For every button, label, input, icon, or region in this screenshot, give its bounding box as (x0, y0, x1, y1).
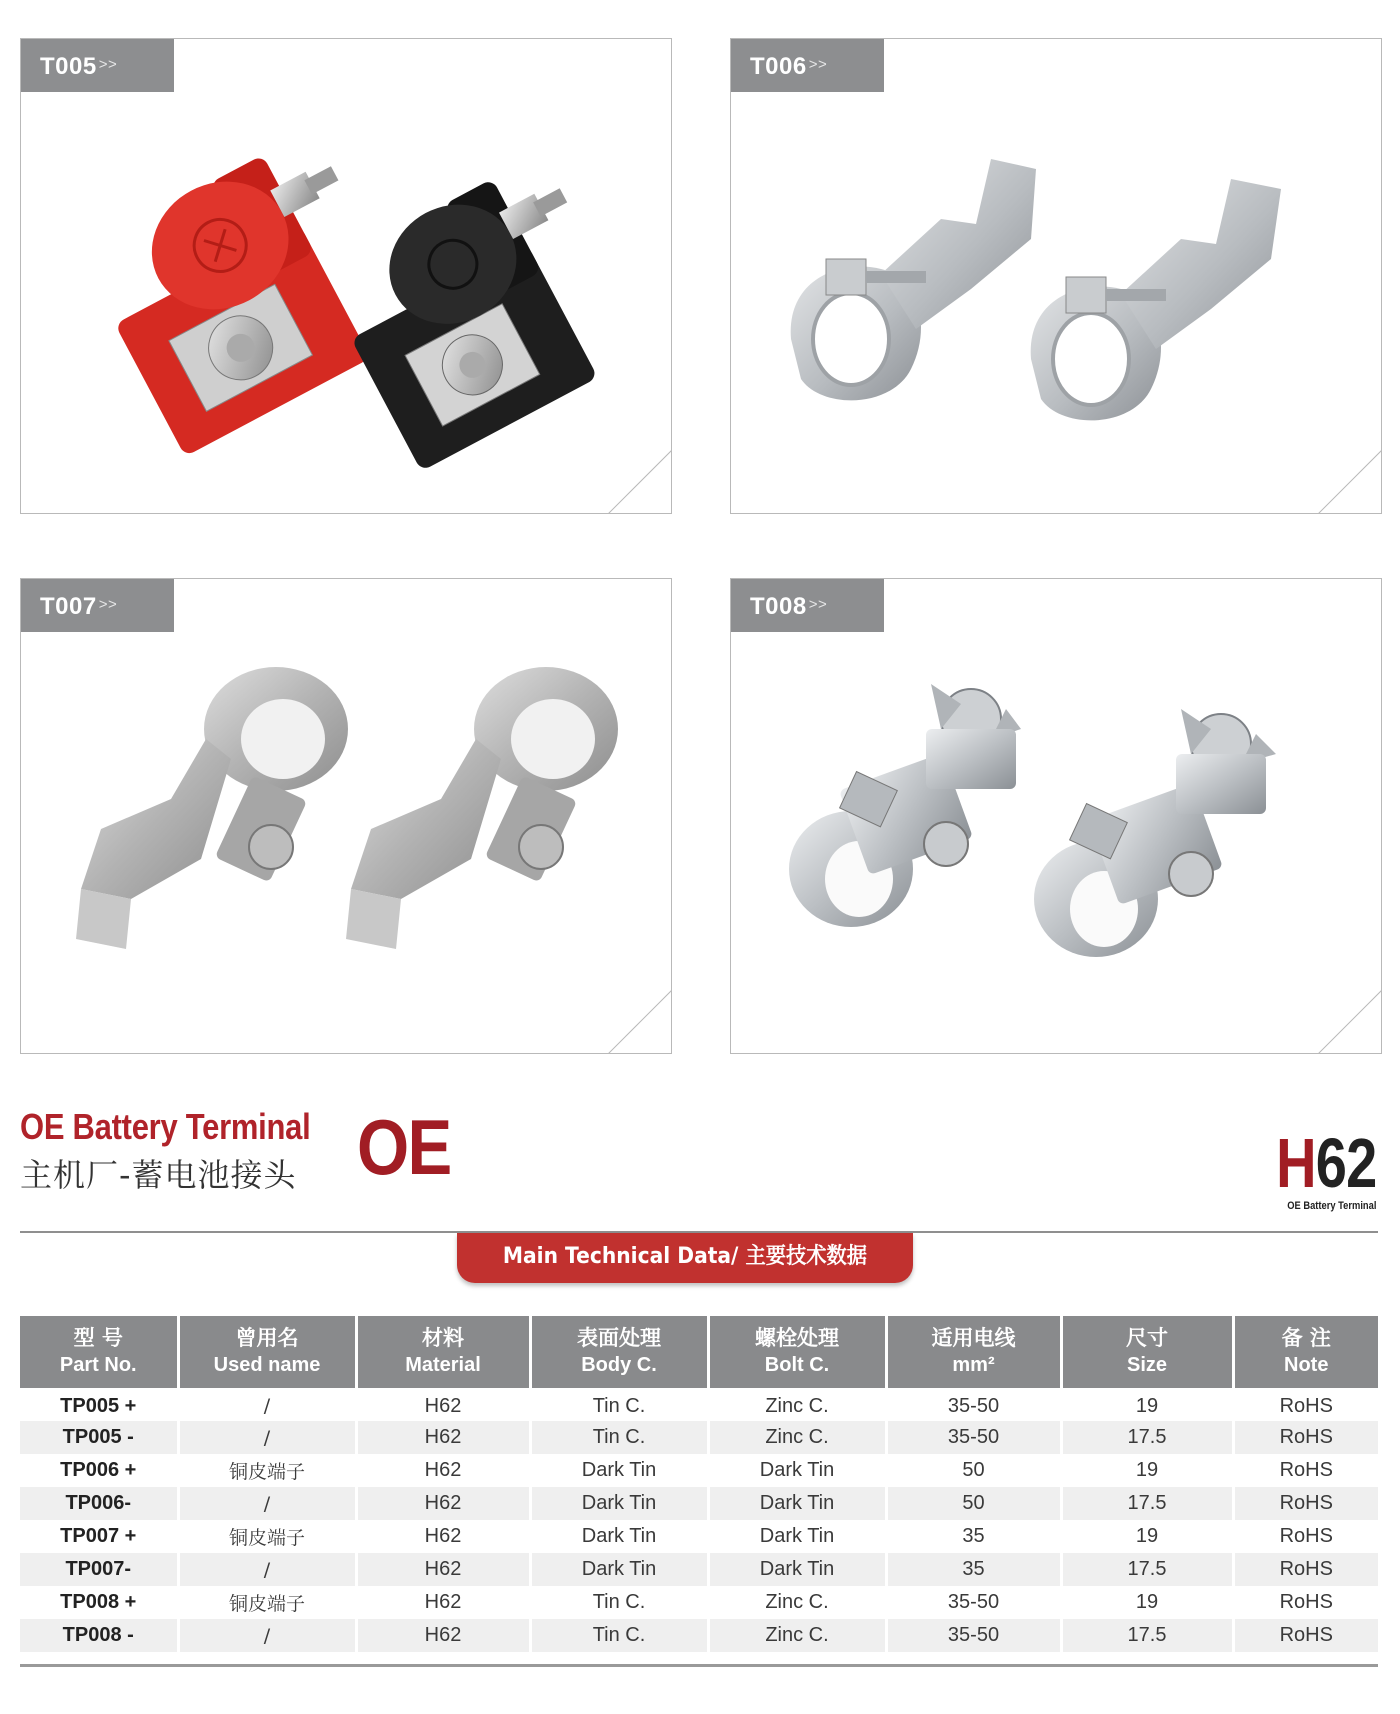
table-row (20, 1487, 1378, 1520)
column-header: 表面处理 Body C. (530, 1316, 708, 1388)
clamp-right (1034, 709, 1276, 957)
table-cell: TP006 + (60, 1459, 137, 1481)
table-cell: Zinc C. (708, 1619, 886, 1652)
table-cell: H62 (356, 1586, 530, 1619)
table-cell: Tin C. (530, 1619, 708, 1652)
table-row (20, 1421, 1378, 1454)
section-title-cn: 主机厂-蓄电池接头 (20, 1156, 297, 1194)
table-cell: 50 (886, 1454, 1061, 1487)
clamp-left (789, 684, 1021, 927)
table-cell: / (178, 1487, 356, 1520)
table-cell: 铜皮端子 (178, 1520, 356, 1553)
table-cell: Dark Tin (530, 1454, 708, 1487)
table-cell: 19 (1061, 1388, 1233, 1421)
column-header: 尺寸 Size (1061, 1316, 1233, 1388)
material-badge-caption: OE Battery Terminal (1286, 1200, 1376, 1212)
product-code-tag (730, 38, 884, 92)
table-cell: TP008 + (60, 1591, 137, 1613)
clamp-left (76, 667, 348, 949)
table-cell: Tin C. (530, 1586, 708, 1619)
table-cell: RoHS (1233, 1619, 1378, 1652)
table-row (20, 1619, 1378, 1652)
table-cell: / (178, 1553, 356, 1586)
tag-arrows: >> (98, 596, 118, 613)
table-cell: 50 (886, 1487, 1061, 1520)
product-panel-t006 (730, 38, 1382, 514)
clamp-left (791, 159, 1036, 400)
table-cell: TP005 + (60, 1394, 137, 1417)
table-cell: Tin C. (530, 1421, 708, 1454)
table-cell: 17.5 (1061, 1619, 1233, 1652)
table-cell: Dark Tin (708, 1454, 886, 1487)
technical-data-table (20, 1316, 1378, 1652)
table-cell: Zinc C. (708, 1388, 886, 1421)
table-cell: RoHS (1233, 1586, 1378, 1619)
battery-terminal-image (731, 579, 1382, 1054)
product-code: T008 (750, 593, 807, 620)
column-header: 备 注 Note (1233, 1316, 1378, 1388)
page-fold-corner (608, 990, 672, 1054)
table-cell: TP006- (20, 1487, 178, 1520)
column-header: 型 号 Part No. (20, 1316, 178, 1388)
table-cell: H62 (356, 1520, 530, 1553)
product-code-tag (730, 578, 884, 632)
section-label: Main Technical Data/ 主要技术数据 (502, 1244, 868, 1269)
table-cell: Dark Tin (708, 1520, 886, 1553)
table-cell: TP008 - (20, 1619, 178, 1652)
battery-terminal-image (21, 39, 672, 514)
table-cell: 19 (1061, 1586, 1233, 1619)
tag-arrows: >> (808, 56, 828, 73)
product-panel-t007 (20, 578, 672, 1054)
table-cell: 铜皮端子 (178, 1454, 356, 1487)
table-row (20, 1454, 1378, 1487)
table-header-row (20, 1316, 1378, 1388)
product-code: T007 (40, 593, 97, 620)
table-cell: H62 (356, 1454, 530, 1487)
table-cell: H62 (356, 1553, 530, 1586)
table-row (20, 1388, 1378, 1421)
table-cell: Dark Tin (708, 1553, 886, 1586)
table-cell: H62 (356, 1388, 530, 1421)
table-cell: Dark Tin (708, 1487, 886, 1520)
table-cell: 17.5 (1061, 1421, 1233, 1454)
table-cell: 铜皮端子 (178, 1586, 356, 1619)
table-cell: RoHS (1233, 1454, 1378, 1487)
table-cell: RoHS (1233, 1553, 1378, 1586)
table-cell: 19 (1061, 1454, 1233, 1487)
table-cell: RoHS (1233, 1421, 1378, 1454)
table-cell: H62 (356, 1421, 530, 1454)
product-panel-t005 (20, 38, 672, 514)
table-cell: 35 (886, 1553, 1061, 1586)
table-cell: 35 (886, 1520, 1061, 1553)
product-code-tag (20, 38, 174, 92)
table-cell: 35-50 (886, 1421, 1061, 1454)
product-code-tag (20, 578, 174, 632)
table-cell: Dark Tin (530, 1487, 708, 1520)
table-cell: TP007 + (60, 1525, 137, 1547)
column-header: 材料 Material (356, 1316, 530, 1388)
section-title-en: OE Battery Terminal (20, 1106, 311, 1147)
table-cell: 35-50 (886, 1586, 1061, 1619)
table-cell: H62 (356, 1487, 530, 1520)
table-cell: Zinc C. (708, 1421, 886, 1454)
section-label-pill (457, 1233, 913, 1283)
column-header: 螺栓处理 Bolt C. (708, 1316, 886, 1388)
tag-arrows: >> (808, 596, 828, 613)
table-cell: 35-50 (886, 1619, 1061, 1652)
material-badge-rest: 62 (1315, 1124, 1376, 1202)
table-cell: Tin C. (530, 1388, 708, 1421)
table-cell: 35-50 (886, 1388, 1061, 1421)
table-cell: / (178, 1619, 356, 1652)
table-bottom-rule (20, 1664, 1378, 1667)
table-row (20, 1553, 1378, 1586)
table-cell: Dark Tin (530, 1553, 708, 1586)
battery-terminal-image (21, 579, 672, 1054)
table-cell: 17.5 (1061, 1487, 1233, 1520)
product-code: T006 (750, 53, 807, 80)
table-cell: / (178, 1421, 356, 1454)
tag-arrows: >> (98, 56, 118, 73)
clamp-right (346, 667, 618, 949)
page-fold-corner (1318, 990, 1382, 1054)
table-row (20, 1520, 1378, 1553)
table-cell: Zinc C. (708, 1586, 886, 1619)
material-badge (1251, 1124, 1376, 1212)
table-cell: / (178, 1388, 356, 1421)
product-panel-t008 (730, 578, 1382, 1054)
material-badge-prefix: H (1275, 1124, 1316, 1202)
table-cell: RoHS (1233, 1520, 1378, 1553)
clamp-right (1031, 179, 1281, 420)
table-cell: 19 (1061, 1520, 1233, 1553)
column-header: 曾用名 Used name (178, 1316, 356, 1388)
battery-terminal-image (731, 39, 1382, 514)
page-fold-corner (608, 450, 672, 514)
column-header: 适用电线 mm² (886, 1316, 1061, 1388)
table-row (20, 1586, 1378, 1619)
table-cell: Dark Tin (530, 1520, 708, 1553)
table-cell: 17.5 (1061, 1553, 1233, 1586)
table-cell: TP007- (20, 1553, 178, 1586)
table-cell: RoHS (1233, 1388, 1378, 1421)
table-cell: TP005 - (20, 1421, 178, 1454)
table-cell: H62 (356, 1619, 530, 1652)
table-cell: RoHS (1233, 1487, 1378, 1520)
page-fold-corner (1318, 450, 1382, 514)
oe-badge: OE (357, 1103, 451, 1191)
product-code: T005 (40, 53, 97, 80)
